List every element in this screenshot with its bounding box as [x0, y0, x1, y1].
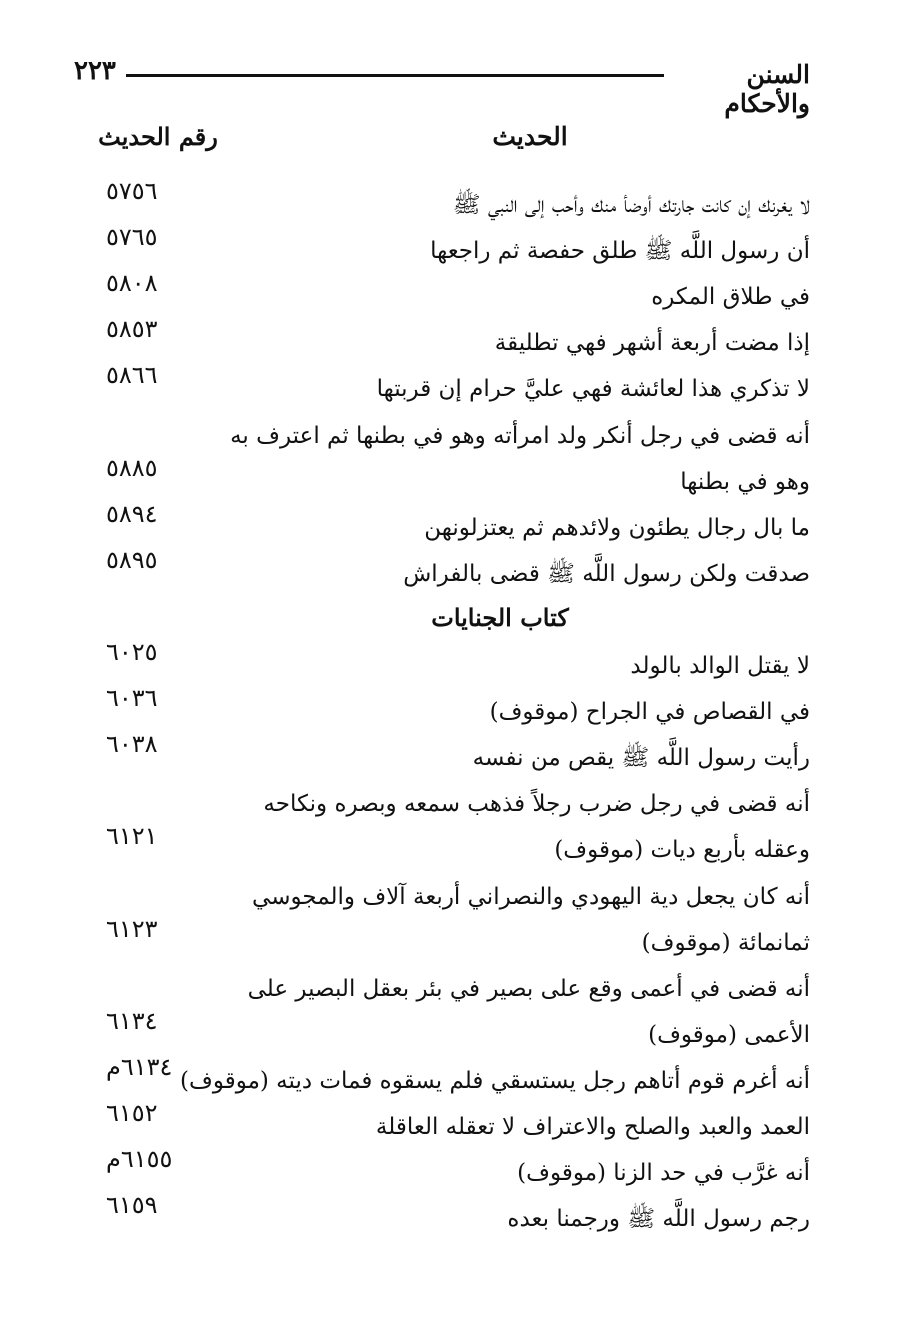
hadith-text: وعقله بأربع ديات (موقوف) [554, 837, 810, 863]
hadith-text: العمد والعبد والصلح والاعتراف لا تعقله العاقلة [375, 1114, 810, 1140]
hadith-number: ٥٧٥٦ [106, 177, 158, 205]
hadith-text: لا يغرنك إن كانت جارتك أوضأ منك وأحب إلى النبي ﷺ [452, 192, 810, 218]
hadith-number: ٥٨٩٤ [106, 500, 158, 528]
hadith-column-heading: الحديث [492, 122, 568, 151]
hadith-number: ٦١٥٩ [106, 1191, 158, 1219]
hadith-number: ٥٧٦٥ [106, 223, 158, 251]
hadith-number: ٥٨٠٨ [106, 269, 158, 297]
hadith-text: لا يقتل الوالد بالولد [630, 653, 810, 679]
hadith-number: ٦١٥٥م [106, 1145, 173, 1173]
hadith-number: ٥٨٩٥ [106, 546, 158, 574]
hadith-text: أنه غرَّب في حد الزنا (موقوف) [517, 1160, 810, 1186]
hadith-number: ٦١٣٤ [106, 1007, 158, 1035]
running-header-title: السنن والأحكام [724, 60, 810, 118]
hadith-text: أن رسول اللَّه ﷺ طلق حفصة ثم راجعها [430, 238, 810, 264]
hadith-text: وهو في بطنها [680, 469, 810, 495]
hadith-text: ما بال رجال يطئون ولائدهم ثم يعتزلونهن [424, 515, 810, 541]
hadith-text: ثمانمائة (موقوف) [641, 930, 810, 956]
section-heading: كتاب الجنايات [431, 603, 569, 632]
page-number: ٢٢٣ [74, 56, 116, 86]
hadith-text: أنه كان يجعل دية اليهودي والنصراني أربعة آلاف والمجوسي [252, 884, 810, 910]
hadith-number: ٥٨٦٦ [106, 361, 158, 389]
hadith-text: أنه أغرم قوم أتاهم رجل يستسقي فلم يسقوه فمات ديته (موقوف) [180, 1068, 810, 1094]
hadith-number: ٦١٥٢ [106, 1099, 158, 1127]
hadith-text: في طلاق المكره [651, 284, 810, 310]
header-rule [126, 74, 664, 77]
hadith-text: الأعمى (موقوف) [648, 1022, 810, 1048]
hadith-number-column-heading: رقم الحديث [98, 122, 218, 151]
hadith-text: صدقت ولكن رسول اللَّه ﷺ قضى بالفراش [403, 561, 810, 587]
hadith-number: ٦٠٣٨ [106, 730, 158, 758]
hadith-number: ٥٨٨٥ [106, 454, 158, 482]
hadith-text: لا تذكري هذا لعائشة فهي عليَّ حرام إن قربتها [376, 376, 810, 402]
hadith-text: رجم رسول اللَّه ﷺ ورجمنا بعده [507, 1206, 810, 1232]
hadith-number: ٦١٣٤م [106, 1053, 173, 1081]
hadith-number: ٦١٢٣ [106, 915, 158, 943]
hadith-text: رأيت رسول اللَّه ﷺ يقص من نفسه [472, 745, 810, 771]
hadith-number: ٥٨٥٣ [106, 315, 158, 343]
hadith-number: ٦٠٣٦ [106, 684, 158, 712]
hadith-text: في القصاص في الجراح (موقوف) [489, 699, 810, 725]
hadith-text: أنه قضى في رجل ضرب رجلاً فذهب سمعه وبصره ونكاحه [263, 791, 810, 817]
hadith-number: ٦١٢١ [106, 822, 158, 850]
hadith-text: إذا مضت أربعة أشهر فهي تطليقة [494, 330, 810, 356]
hadith-text: أنه قضى في أعمى وقع على بصير في بئر بعقل البصير على [247, 976, 810, 1002]
hadith-number: ٦٠٢٥ [106, 638, 158, 666]
hadith-text: أنه قضى في رجل أنكر ولد امرأته وهو في بطنها ثم اعترف به [230, 423, 810, 449]
